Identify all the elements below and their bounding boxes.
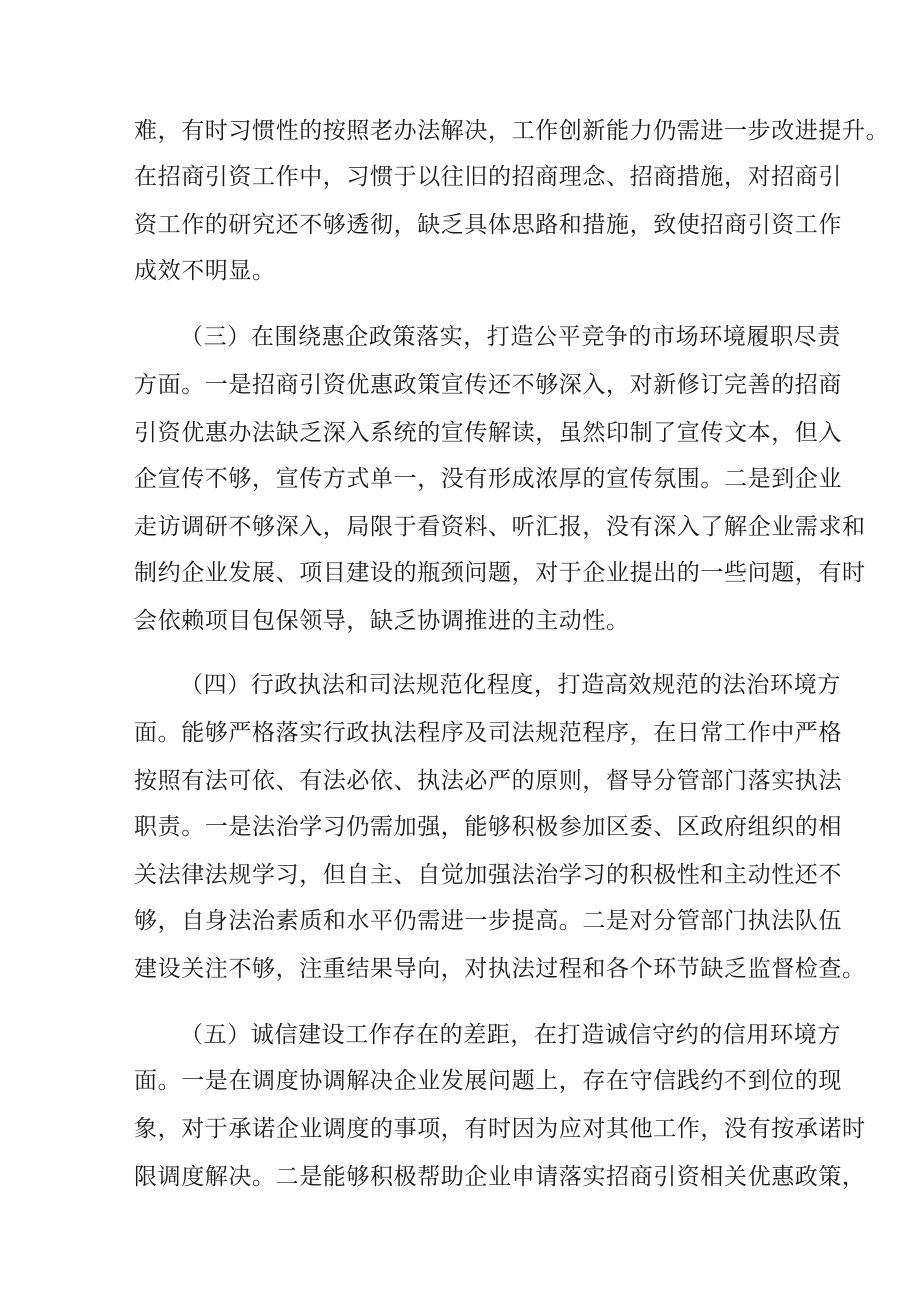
text-line: 够，自身法治素质和水平仍需进一步提高。二是对分管部门执法队伍 [134,908,842,934]
text-line: 象，对于承诺企业调度的事项，有时因为应对其他工作，没有按承诺时 [134,1116,866,1142]
text-line: 关法律法规学习，但自主、自觉加强法治学习的积极性和主动性还不 [134,862,842,888]
text-line: 走访调研不够深入，局限于看资料、听汇报，没有深入了解企业需求和 [134,514,866,540]
section-heading-line: （三）在围绕惠企政策落实，打造公平竞争的市场环境履职尽责 [180,324,841,350]
text-line: 职责。一是法治学习仍需加强，能够积极参加区委、区政府组织的相 [134,814,842,840]
text-line: 限调度解决。二是能够积极帮助企业申请落实招商引资相关优惠政策， [134,1164,866,1190]
text-line: 会依赖项目包保领导，缺乏协调推进的主动性。 [134,608,630,634]
text-line: 企宣传不够，宣传方式单一，没有形成浓厚的宣传氛围。二是到企业 [134,466,842,492]
text-line: 方面。一是招商引资优惠政策宣传还不够深入，对新修订完善的招商 [134,372,842,398]
text-line: 面。能够严格落实行政执法程序及司法规范程序，在日常工作中严格 [134,720,842,746]
text-line: 引资优惠办法缺乏深入系统的宣传解读，虽然印制了宣传文本，但入 [134,420,842,446]
text-line: 难，有时习惯性的按照老办法解决，工作创新能力仍需进一步改进提升。 [134,118,890,144]
text-line: 建设关注不够，注重结果导向，对执法过程和各个环节缺乏监督检查。 [134,956,866,982]
text-line: 制约企业发展、项目建设的瓶颈问题，对于企业提出的一些问题，有时 [134,560,866,586]
section-heading-line: （四）行政执法和司法规范化程度，打造高效规范的法治环境方 [180,672,841,698]
text-line: 面。一是在调度协调解决企业发展问题上，存在守信践约不到位的现 [134,1068,842,1094]
section-heading-line: （五）诚信建设工作存在的差距，在打造诚信守约的信用环境方 [180,1022,841,1048]
text-line: 按照有法可依、有法必依、执法必严的原则，督导分管部门落实执法 [134,768,842,794]
text-line: 成效不明显。 [134,258,276,284]
text-line: 资工作的研究还不够透彻，缺乏具体思路和措施，致使招商引资工作 [134,212,842,238]
text-line: 在招商引资工作中，习惯于以往旧的招商理念、招商措施，对招商引 [134,164,842,190]
